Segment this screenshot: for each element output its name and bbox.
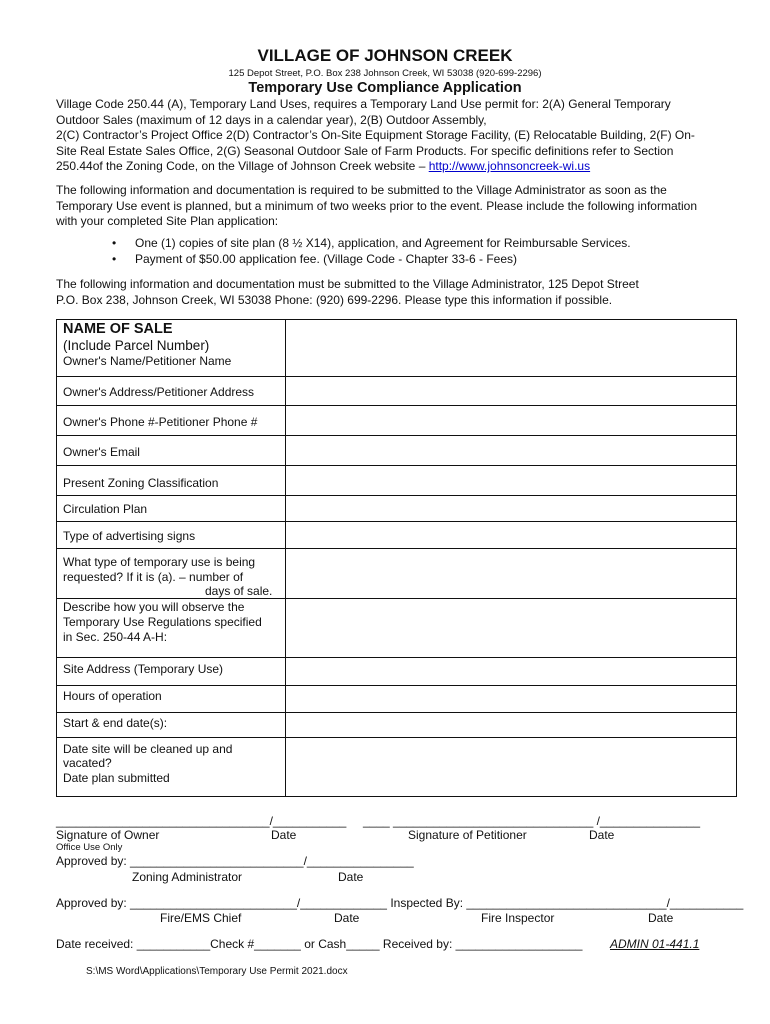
- date-received-line[interactable]: Date received: ___________Check #_______ or Cash_____ Received by: ___________________: [56, 937, 583, 951]
- owner-address-label: Owner's Address/Petitioner Address: [63, 385, 255, 399]
- petitioner-signature-line[interactable]: ____ ______________________________ /_______________: [363, 814, 701, 828]
- form-subtitle: Temporary Use Compliance Application: [248, 80, 522, 96]
- intro-line: Site Real Estate Sales Office, 2(G) Seasonal Outdoor Sale of Farm Products. For specific definitions refer to Section: [56, 143, 674, 158]
- fire-inspector-date-caption: Date: [648, 911, 674, 925]
- office-use-only-label: Office Use Only: [56, 842, 123, 853]
- table-row: [57, 712, 736, 738]
- hours-field[interactable]: [286, 686, 736, 713]
- observe-regulations-label: Temporary Use Regulations specified: [63, 615, 262, 629]
- observe-regulations-field[interactable]: [286, 599, 736, 658]
- table-row: [57, 598, 736, 658]
- date-plan-submitted-label: Date plan submitted: [63, 771, 170, 785]
- table-row: [57, 405, 736, 436]
- circulation-plan-field[interactable]: [286, 496, 736, 522]
- circulation-plan-label: Circulation Plan: [63, 502, 148, 516]
- owner-address-field[interactable]: [286, 377, 736, 406]
- table-row: [57, 465, 736, 496]
- site-address-field[interactable]: [286, 658, 736, 686]
- start-end-dates-field[interactable]: [286, 713, 736, 738]
- owner-signature-caption: Signature of Owner: [56, 828, 160, 842]
- village-address: 125 Depot Street, P.O. Box 238 Johnson Creek, WI 53038 (920-699-2296): [228, 68, 542, 79]
- intro-line-last: [56, 159, 746, 175]
- temporary-use-label: What type of temporary use is being: [63, 555, 256, 569]
- intro-paragraph: [56, 97, 746, 175]
- intro-line: Village Code 250.44 (A), Temporary Land Uses, requires a Temporary Land Use permit for: 2(A) General Temporary: [56, 97, 671, 111]
- advertising-signs-field[interactable]: [286, 522, 736, 549]
- advertising-signs-label: Type of advertising signs: [63, 529, 196, 543]
- intro-line-prefix: 250.44of the Zoning Code, on the Village of Johnson Creek website –: [56, 159, 429, 173]
- temporary-use-field[interactable]: [286, 549, 736, 599]
- submission-line: The following information and documentation must be submitted to the Village Administrator, 125 Depot Street: [56, 277, 639, 291]
- page-title: VILLAGE OF JOHNSON CREEK: [257, 46, 513, 65]
- hours-label: Hours of operation: [63, 689, 162, 703]
- intro-line: 2(C) Contractor’s Project Office 2(D) Contractor’s On-Site Equipment Storage Facility, (E) Relocatable Building, 2(F) On-: [56, 128, 695, 142]
- cleanup-date-label: Date site will be cleaned up and: [63, 742, 233, 756]
- requirements-line: The following information and documentation is required to be submitted to the Village Administrator as soon as the: [56, 183, 667, 197]
- table-row: [57, 435, 736, 466]
- list-item: • Payment of $50.00 application fee. (Village Code - Chapter 33-6 - Fees): [112, 251, 631, 267]
- fire-chief-date-caption: Date: [334, 911, 360, 925]
- petitioner-date-caption: Date: [589, 828, 615, 842]
- zoning-date-caption: Date: [338, 870, 364, 884]
- requirements-list: [112, 235, 631, 267]
- village-website-link[interactable]: http://www.johnsoncreek-wi.us: [428, 159, 591, 173]
- name-of-sale-field[interactable]: [286, 319, 736, 376]
- site-address-label: Site Address (Temporary Use): [63, 662, 224, 676]
- owner-date-caption: Date: [271, 828, 297, 842]
- requirements-paragraph: [56, 183, 746, 230]
- start-end-dates-label: Start & end date(s):: [63, 716, 168, 730]
- observe-regulations-label: Describe how you will observe the: [63, 600, 245, 614]
- fire-chief-caption: Fire/EMS Chief: [160, 911, 242, 925]
- temporary-use-label: requested? If it is (a). – number of: [63, 570, 244, 584]
- requirements-line: with your completed Site Plan application:: [56, 214, 279, 228]
- table-row: [57, 521, 736, 549]
- table-row: [57, 685, 736, 713]
- requirements-line: Temporary Use event is planned, but a minimum of two weeks prior to the event. Please include the following information: [56, 198, 697, 213]
- parcel-note: (Include Parcel Number): [63, 338, 210, 353]
- fire-approval-line[interactable]: Approved by: _________________________/_____________ Inspected By: ______________________________/___________: [56, 896, 744, 910]
- table-row: [57, 376, 736, 406]
- table-row: [57, 737, 736, 797]
- application-form-table: [56, 319, 737, 797]
- submission-line: P.O. Box 238, Johnson Creek, WI 53038 Phone: (920) 699-2296. Please type this information if possible.: [56, 292, 613, 307]
- table-row: [57, 495, 736, 522]
- owner-phone-label: Owner's Phone #-Petitioner Phone #: [63, 415, 258, 429]
- owner-signature-line[interactable]: ________________________________/___________: [56, 814, 347, 828]
- zoning-administrator-caption: Zoning Administrator: [132, 870, 243, 884]
- name-of-sale-label: NAME OF SALE: [63, 321, 173, 337]
- table-row: [57, 319, 736, 376]
- cleanup-date-field[interactable]: [286, 738, 736, 797]
- table-row: [57, 548, 736, 599]
- observe-regulations-label: in Sec. 250-44 A-H:: [63, 630, 168, 644]
- cleanup-date-label: vacated?: [63, 756, 112, 770]
- fire-inspector-caption: Fire Inspector: [481, 911, 555, 925]
- submission-paragraph: [56, 277, 746, 308]
- file-path-footer: S:\MS Word\Applications\Temporary Use Permit 2021.docx: [86, 966, 348, 977]
- zoning-field[interactable]: [286, 466, 736, 496]
- temporary-use-label: days of sale.: [205, 584, 273, 598]
- list-item: • One (1) copies of site plan (8 ½ X14), application, and Agreement for Reimbursable Services.: [112, 235, 631, 251]
- intro-line: Outdoor Sales (maximum of 12 days in a calendar year), 2(B) Outdoor Assembly,: [56, 112, 487, 127]
- zoning-label: Present Zoning Classification: [63, 476, 219, 490]
- admin-code: ADMIN 01-441.1: [610, 937, 700, 951]
- petitioner-signature-caption: Signature of Petitioner: [408, 828, 527, 842]
- owner-email-field[interactable]: [286, 436, 736, 466]
- owner-name-label: Owner's Name/Petitioner Name: [63, 354, 232, 368]
- zoning-approval-line[interactable]: Approved by: __________________________/________________: [56, 854, 414, 868]
- table-row: [57, 657, 736, 686]
- owner-email-label: Owner's Email: [63, 445, 140, 459]
- owner-phone-field[interactable]: [286, 406, 736, 436]
